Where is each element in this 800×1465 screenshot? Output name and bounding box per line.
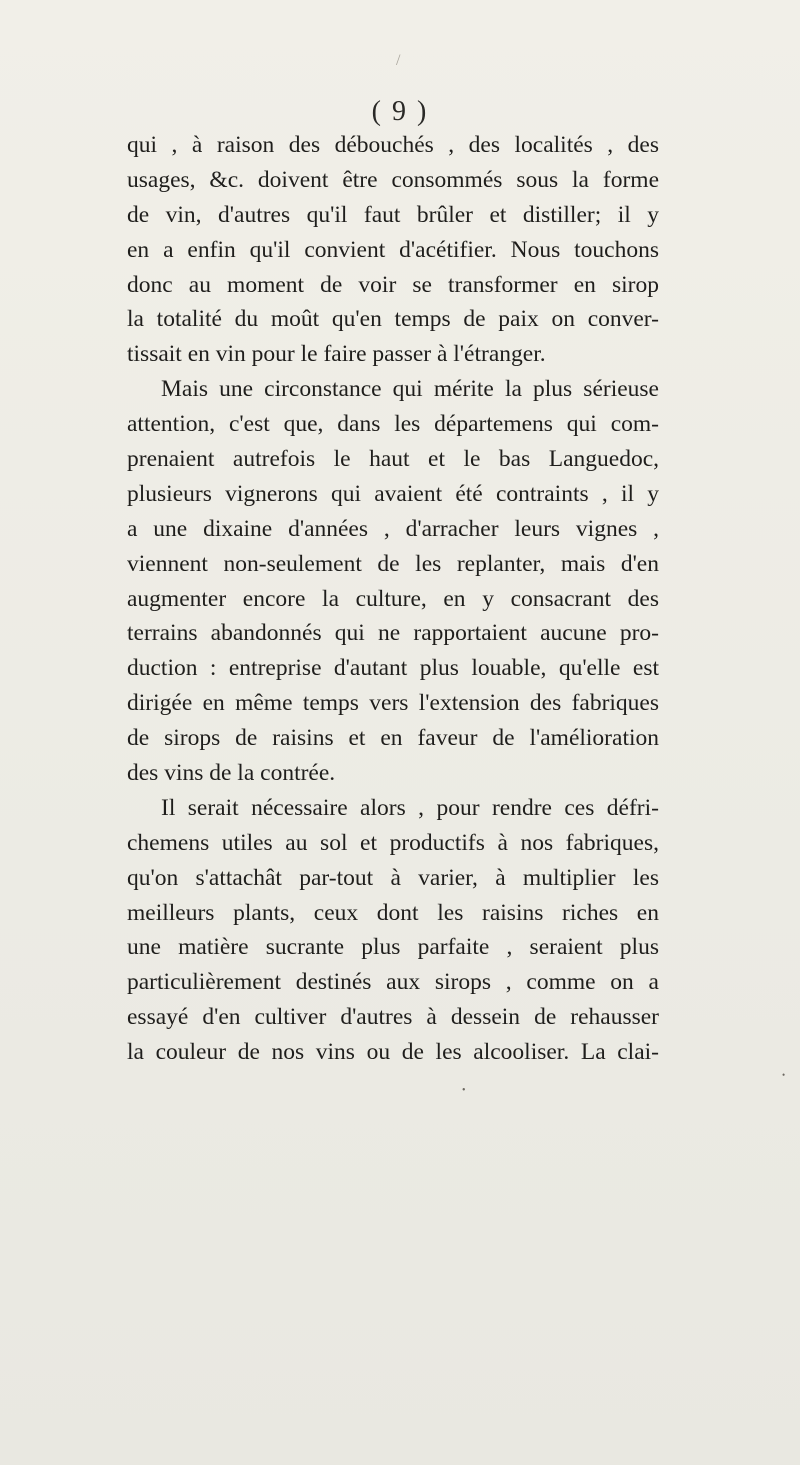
text-line: plusieurs vignerons qui avaient été contraints , il y (127, 480, 659, 507)
text-line: attention, c'est que, dans les départemens qui com- (127, 411, 659, 438)
speck-mark: • (782, 1070, 786, 1080)
text-line: donc au moment de voir se transformer en sirop (127, 271, 659, 298)
text-line: dirigée en même temps vers l'extension des fabriques (127, 690, 659, 717)
text-line: tissait en vin pour le faire passer à l'étranger. (127, 341, 546, 368)
text-line: particulièrement destinés aux sirops , comme on a (127, 969, 659, 996)
text-line: la totalité du moût qu'en temps de paix on conver- (127, 306, 659, 333)
speck-mark: • (462, 1085, 466, 1096)
text-line: duction : entreprise d'autant plus louable, qu'elle est (127, 655, 659, 682)
body-text (127, 128, 659, 1070)
text-line: terrains abandonnés qui ne rapportaient aucune pro- (127, 620, 659, 647)
text-line: essayé d'en cultiver d'autres à dessein de rehausser (127, 1004, 659, 1031)
text-line: la couleur de nos vins ou de les alcooliser. La clai- (127, 1039, 659, 1066)
text-line: Mais une circonstance qui mérite la plus sérieuse (161, 376, 659, 403)
text-line: viennent non-seulement de les replanter, mais d'en (127, 550, 659, 577)
speck-mark: / (396, 52, 401, 69)
text-line: qui , à raison des débouchés , des localités , des (127, 132, 659, 158)
text-line: en a enfin qu'il convient d'acétifier. Nous touchons (127, 236, 659, 263)
text-line: Il serait nécessaire alors , pour rendre ces défri- (161, 794, 659, 821)
text-line: augmenter encore la culture, en y consacrant des (127, 585, 659, 612)
text-line: qu'on s'attachât par-tout à varier, à multiplier les (127, 864, 659, 891)
text-line: de sirops de raisins et en faveur de l'amélioration (127, 725, 659, 752)
text-line: chemens utiles au sol et productifs à nos fabriques, (127, 829, 659, 856)
text-line: prenaient autrefois le haut et le bas Languedoc, (127, 446, 659, 473)
text-line: de vin, d'autres qu'il faut brûler et distiller; il y (127, 201, 659, 228)
text-line: des vins de la contrée. (127, 760, 336, 787)
page-number: ( 9 ) (371, 96, 429, 127)
text-line: meilleurs plants, ceux dont les raisins riches en (127, 899, 659, 926)
text-line: une matière sucrante plus parfaite , seraient plus (127, 934, 659, 961)
text-line: usages, &c. doivent être consommés sous la forme (127, 166, 659, 193)
text-line: a une dixaine d'années , d'arracher leurs vignes , (127, 515, 659, 542)
